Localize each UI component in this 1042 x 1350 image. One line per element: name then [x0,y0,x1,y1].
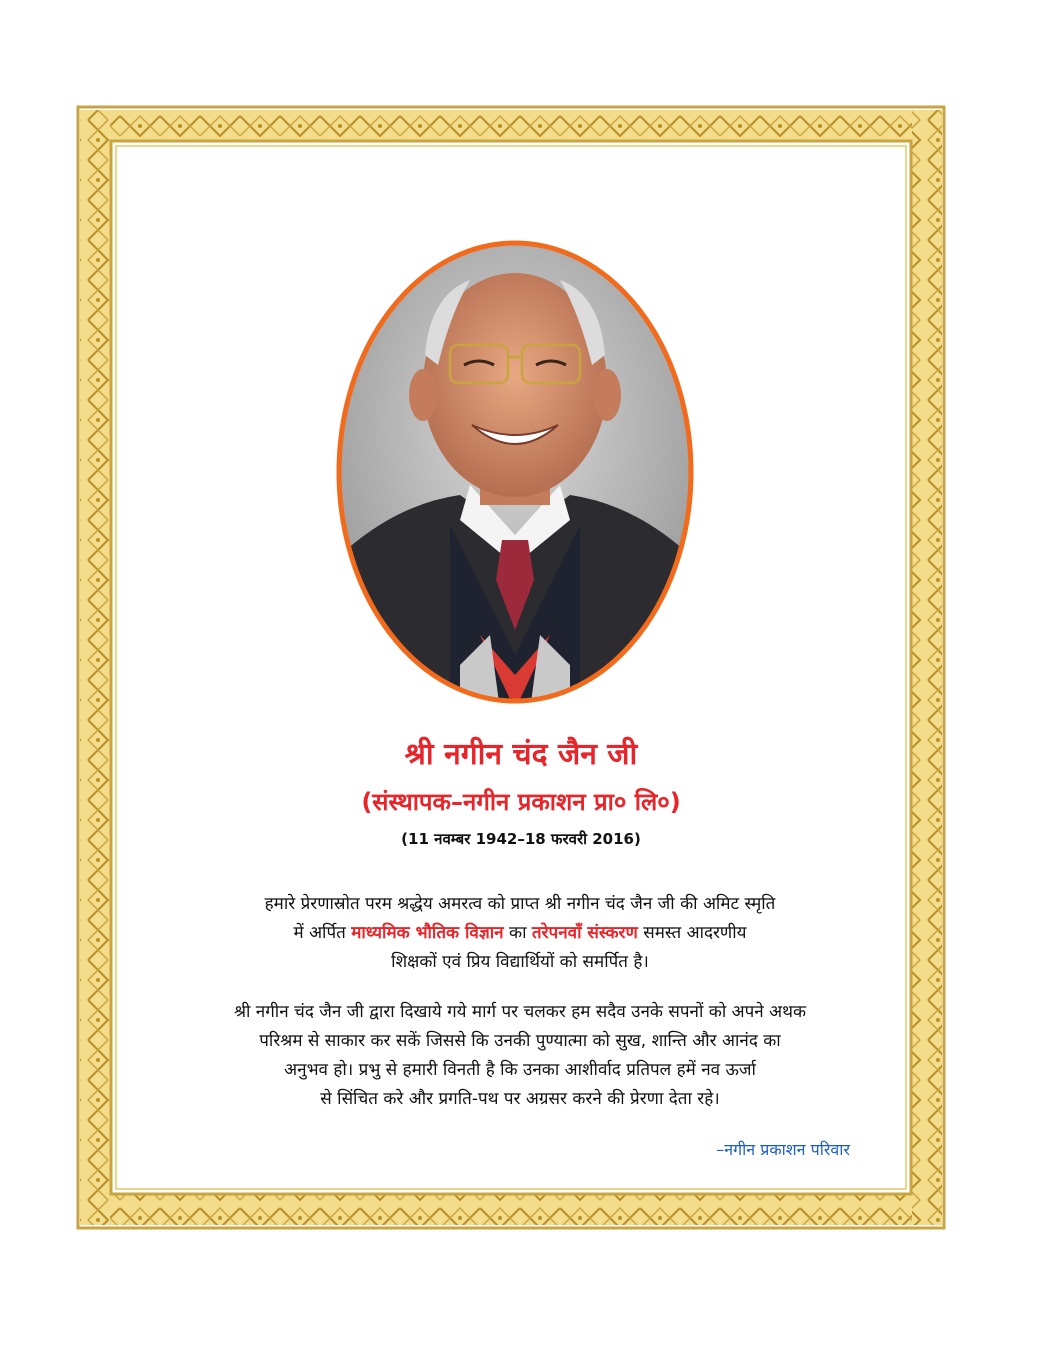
founder-title: (संस्थापक–नगीन प्रकाशन प्रा० लि०) [361,788,681,816]
tribute-line: परिश्रम से साकार कर सकें जिससे कि उनकी पुण्यात्मा को सुख, शान्ति और आनंद का [259,1031,781,1051]
tribute-line: अनुभव हो। प्रभु से हमारी विनती है कि उनका आशीर्वाद प्रतिपल हमें नव ऊर्जा [284,1060,756,1080]
dedication-paragraph [150,890,890,977]
dedication-text: का [503,923,532,943]
life-dates: (11 नवम्बर 1942–18 फरवरी 2016) [401,830,641,848]
tribute-line: से सिंचित करे और प्रगति-पथ पर अग्रसर करने की प्रेरणा देता रहे। [320,1089,720,1109]
book-title: माध्यमिक भौतिक विज्ञान [351,923,504,943]
dedication-line [150,919,890,948]
dedication-line: हमारे प्रेरणास्रोत परम श्रद्धेय अमरत्व को प्राप्त श्री नगीन चंद जैन जी की अमिट स्मृति [264,894,776,914]
portrait-photo-icon [330,235,700,710]
dedication-text: में अर्पित [293,923,352,943]
publisher-signature: –नगीन प्रकाशन परिवार [716,1140,850,1159]
tribute-paragraph [150,998,890,1114]
dedication-line: शिक्षकों एवं प्रिय विद्यार्थियों को समर्पित है। [391,952,649,972]
tribute-line: श्री नगीन चंद जैन जी द्वारा दिखाये गये मार्ग पर चलकर हम सदैव उनके सपनों को अपने अथक [233,1002,807,1022]
memorial-name: श्री नगीन चंद जैन जी [404,737,638,772]
dedication-text: समस्त आदरणीय [637,923,747,943]
edition-label: तरेपनवाँ संस्करण [531,923,638,943]
founder-portrait [330,235,700,710]
